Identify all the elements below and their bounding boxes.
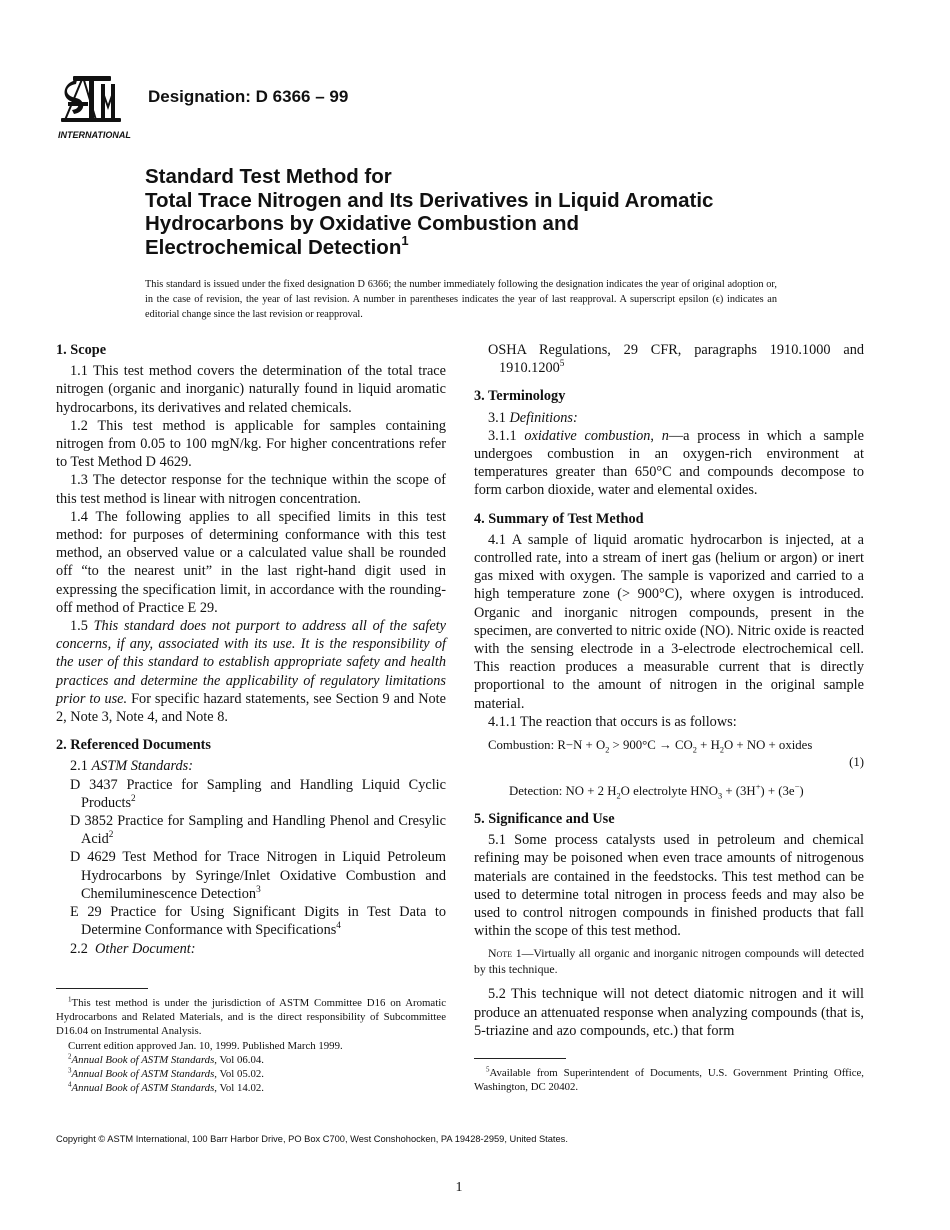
paragraph-2-2-number: 2.2 [70, 940, 88, 957]
astm-standards-label: ASTM Standards: [91, 758, 193, 775]
footnote-mark: 2 [108, 830, 114, 841]
footnote-3-book: Annual Book of ASTM Standards [71, 1068, 215, 1081]
footnote-mark: 2 [131, 794, 136, 805]
paragraph-2-2 [56, 940, 446, 958]
electrolyte-label: electrolyte [633, 784, 688, 799]
other-document-label: Other Document: [95, 940, 196, 957]
section-heading-terminology: 3. Terminology [474, 388, 566, 405]
page-number: 1 [455, 1180, 463, 1195]
right-column [474, 341, 864, 1040]
section-heading-significance: 5. Significance and Use [474, 811, 615, 828]
footnote-5-text: Available from Superintendent of Documents, U.S. Government Printing Office, Washington, DC 20402. [474, 1067, 864, 1094]
footnote-2-volume: , Vol 06.04. [214, 1053, 264, 1066]
footnote-4 [56, 1081, 446, 1095]
paragraph-1-4: 1.4 The following applies to all specified limits in this test method: for purposes of determining conformance with this test method, an observed value or a calculated value shall be rounded off “to the nearest unit” in the last right-hand digit used in expressing the specification limit, in accordance with the rounding-off method of Practice E 29. [56, 508, 446, 616]
footnotes-right [474, 1066, 864, 1094]
paragraph-4-1: 4.1 A sample of liquid aromatic hydrocarbon is injected, at a controlled rate, into a stream of inert gas (helium or argon) or inert gas mixed with oxygen. The sample is vaporized and carried to a high temperature zone (> 900°C), where oxygen is introduced. Organic and inorganic nitrogen compounds, present in the specimen, are converted to nitric oxide (NO). Nitric oxide is reacted with the sensing electrode in a 3-electrode electrochemical cell. This reaction produces a measurable current that is directly proportional to the amount of nitrogen in the original sample material. [474, 531, 864, 712]
footnote-1-mark: 1 [68, 995, 72, 1004]
section-heading-referenced-documents: 2. Referenced Documents [56, 737, 211, 754]
title-line-4-text: Electrochemical Detection [145, 235, 402, 259]
designation: Designation: D 6366 – 99 [148, 87, 349, 106]
section-heading-summary: 4. Summary of Test Method [474, 510, 644, 527]
definition-text: —a process in which a sample undergoes combustion in an oxygen-rich environment at temperatures greater than 650°C and compounds decompose to form carbon dioxide, water and elemental oxides. [474, 427, 864, 499]
reference-osha [474, 341, 864, 377]
copyright-line: Copyright © ASTM International, 100 Barr Harbor Drive, PO Box C700, West Conshohocken, PA 19428-2959, United States. [56, 1134, 568, 1144]
safety-statement: This standard does not purport to address all of the safety concerns, if any, associated with its use. It is the responsibility of the user of this standard to establish appropriate safety and health practices and determine the applicability of regulatory limitations prior to use. [56, 618, 446, 707]
paragraph-3-1-1: 3.1.1 oxidative combustion, n—a process in which a sample undergoes combustion in an oxygen-rich environment at temperatures greater than 650°C and compounds decompose to form carbon dioxide, water and elemental oxides. [474, 427, 864, 499]
footnote-2 [56, 1053, 446, 1067]
footnote-4-mark: 4 [68, 1080, 72, 1089]
paragraph-1-1: 1.1 This test method covers the determination of the total trace nitrogen (organic and inorganic) naturally found in liquid aromatic hydrocarbons, its derivatives and related chemicals. [56, 363, 446, 416]
reference-osha-text: OSHA Regulations, 29 CFR, paragraphs 1910.1000 and 1910.1200 [488, 342, 864, 377]
title-line-1: Standard Test Method for [145, 165, 392, 188]
reference-d3852 [56, 812, 446, 848]
equation-1-number: (1) [849, 755, 864, 770]
footnote-3-mark: 3 [68, 1066, 72, 1075]
footnote-mark: 5 [559, 359, 565, 370]
footnote-5 [474, 1066, 864, 1094]
paragraph-1-5 [56, 617, 446, 726]
footnote-mark: 3 [256, 885, 261, 896]
footnote-4-book: Annual Book of ASTM Standards [71, 1082, 215, 1095]
paragraph-4-1-1: 4.1.1 The reaction that occurs is as follows: [488, 713, 737, 730]
footnote-1-text: This test method is under the jurisdiction of ASTM Committee D16 on Aromatic Hydrocarbons and Related Materials, and is the direct responsibility of Subcommittee D16.04 on Instrumental Analysis. [56, 997, 446, 1038]
equation-combustion: Combustion: $R-N + O_2 > 900^\circ C \to CO_2 + H_2O$ + NO + oxides [488, 738, 813, 755]
paragraph-3-1 [474, 409, 864, 427]
footnote-3-volume: , Vol 05.02. [214, 1068, 264, 1081]
reference-d4629 [56, 848, 446, 903]
title-footnote-mark: 1 [401, 232, 409, 248]
title-line-2: Total Trace Nitrogen and Its Derivatives in Liquid Aromatic [145, 188, 714, 212]
note-1 [474, 946, 864, 977]
defined-term: oxidative combustion [524, 427, 651, 444]
paragraph-1-5-rest: For specific hazard statements, see Section 9 and Note 2, Note 3, Note 4, and Note 8. [56, 690, 446, 726]
reference-e29 [56, 903, 446, 939]
paragraph-3-1-1-number: 3.1.1 [488, 427, 517, 444]
paragraph-5-1: 5.1 Some process catalysts used in petroleum and chemical refining may be poisoned when even trace amounts of nitrogenous materials are contained in the feedstocks. This test method can be used to determine total nitrogen in process feeds and may also be used to control nitrogen compounds in finished products that fall within the scope of this test method. [474, 832, 864, 940]
reference-e29-text: E 29 Practice for Using Significant Digits in Test Data to Determine Conformance with Specifications [70, 904, 446, 939]
footnote-rule-left [56, 988, 148, 989]
section-heading-scope: 1. Scope [56, 342, 107, 358]
logo-text: INTERNATIONAL [58, 130, 131, 140]
note-1-text: —Virtually all organic and inorganic nitrogen compounds will detected by this technique. [474, 946, 865, 976]
paragraph-2-1-number: 2.1 [70, 758, 88, 775]
definitions-label: Definitions: [509, 409, 578, 426]
reference-d3852-text: D 3852 Practice for Sampling and Handling Phenol and Cresylic Acid [70, 813, 446, 848]
paragraph-5-2: 5.2 This technique will not detect diatomic nitrogen and it will produce an attenuated response when analyzing compounds (that is, 5-triazine and azo compounds, etc.) that form [474, 986, 864, 1039]
footnote-2-mark: 2 [68, 1052, 72, 1061]
footnote-3 [56, 1067, 446, 1081]
footnote-rule-right [474, 1058, 566, 1059]
left-column [56, 341, 446, 958]
footnotes-left [56, 996, 446, 1095]
equation-detection: Detection: NO + 2 $H_2O$ electrolyte $HNO_3 + (3H^+) + (3e^-)$ [509, 782, 804, 801]
title-line-3: Hydrocarbons by Oxidative Combustion and [145, 212, 579, 235]
paragraph-1-5-number: 1.5 [70, 618, 88, 635]
document-title [145, 165, 845, 259]
part-of-speech: n [661, 427, 669, 444]
edition-note: Current edition approved Jan. 10, 1999. Published March 1999. [68, 1039, 343, 1052]
equation-2-label: Detection: [509, 784, 563, 799]
astm-international-logo [56, 72, 138, 142]
footnote-mark: 4 [336, 921, 341, 932]
footnote-2-book: Annual Book of ASTM Standards [71, 1053, 215, 1066]
issue-note: This standard is issued under the fixed designation D 6366; the number immediately following the designation indicates the year of original adoption or, in the case of revision, the year of last revision. A number in parentheses indicates the year of last reapproval. A superscript epsilon (ϵ) indicates an editorial change since the last revision or reapproval. [145, 279, 777, 321]
footnote-5-mark: 5 [486, 1065, 490, 1074]
title-line-4 [145, 232, 845, 260]
paragraph-1-3: 1.3 The detector response for the technique within the scope of this test method is linear with nitrogen concentration. [56, 472, 446, 507]
reference-d4629-text: D 4629 Test Method for Trace Nitrogen in Liquid Petroleum Hydrocarbons by Syringe/Inlet Oxidative Combustion and Chemiluminescence Detection [70, 849, 446, 902]
footnote-4-volume: , Vol 14.02. [214, 1082, 264, 1095]
equation-1-label: Combustion: [488, 738, 555, 753]
reference-d3437 [56, 776, 446, 812]
footnote-1 [56, 996, 446, 1039]
paragraph-2-1 [56, 757, 446, 775]
paragraph-1-2: 1.2 This test method is applicable for samples containing nitrogen from 0.05 to 100 mgN/kg. For higher concentrations refer to Test Method D 4629. [56, 417, 446, 471]
reference-d3437-text: D 3437 Practice for Sampling and Handling Liquid Cyclic Products [70, 776, 446, 811]
note-1-label: Note 1 [488, 946, 522, 961]
paragraph-3-1-number: 3.1 [488, 409, 506, 426]
